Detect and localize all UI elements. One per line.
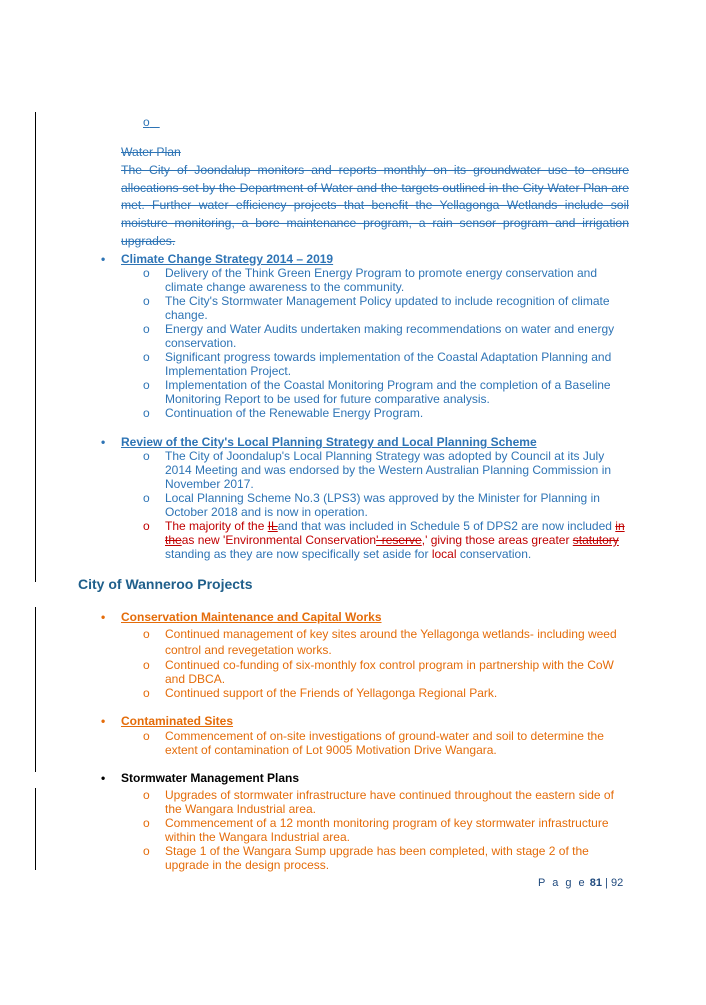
list-item-text: Local Planning Scheme No.3 (LPS3) was approved by the Minister for Planning in October 2018 and is now in operation. (165, 491, 600, 519)
list-item-text: The City's Stormwater Management Policy updated to include recognition of climate change. (165, 294, 610, 322)
stray-sub-bullet: o (143, 115, 150, 129)
change-bar (35, 607, 36, 772)
sub-bullet-icon: o (143, 322, 150, 336)
list-item-text: Commencement of on-site investigations of ground-water and soil to determine the extent of contamination of Lot 9005 Motivation Drive Wangara. (165, 729, 604, 757)
climate-strategy-heading: • Climate Change Strategy 2014 – 2019 (101, 252, 334, 266)
list-item-text: Significant progress towards implementation of the Coastal Adaptation Planning and Implementation Project. (165, 350, 612, 378)
water-plan-title: Water Plan (121, 145, 181, 159)
bullet-icon: • (101, 435, 106, 449)
bullet-icon: • (101, 610, 106, 624)
sub-bullet-icon: o (143, 294, 150, 308)
bullet-icon: • (101, 714, 106, 728)
sub-bullet-icon: o (143, 816, 150, 830)
sub-bullet-icon: o (143, 406, 150, 420)
sub-bullet-icon: o (143, 729, 150, 743)
list-item-text: Stage 1 of the Wangara Sump upgrade has been completed, with stage 2 of the upgrade in the design process. (165, 844, 589, 872)
sub-bullet-icon: o (143, 378, 150, 392)
sub-bullet-icon: o (143, 449, 150, 463)
list-item-text: Implementation of the Coastal Monitoring Program and the completion of a Baseline Monitoring Report to be used for future comparative analysis. (165, 378, 611, 406)
water-plan-body: The City of Joondalup monitors and reports monthly on its groundwater use to ensure allocations set by the Department of Water and the targets outlined in the City Water Plan are met. Further water efficiency projects that benefit the Yellagonga Wetlands include soil moisture monitoring, a bore maintenance program, a rain sensor program and irrigation upgrades. (121, 163, 629, 248)
planning-review-heading: • Review of the City's Local Planning Strategy and Local Planning Scheme (101, 435, 537, 449)
contaminated-sites-heading: • Contaminated Sites (101, 714, 234, 728)
sub-bullet-icon: o (143, 491, 150, 505)
sub-bullet-icon: o (143, 844, 150, 858)
list-item-text: Energy and Water Audits undertaken making recommendations on water and energy conservation. (165, 322, 615, 350)
bullet-icon: • (101, 771, 106, 785)
list-item-text: Continued support of the Friends of Yellagonga Regional Park. (165, 686, 498, 700)
sub-bullet-icon: o (143, 627, 150, 641)
sub-bullet-icon: o (143, 519, 150, 533)
sub-bullet-icon: o (143, 658, 150, 672)
list-item-text: Delivery of the Think Green Energy Program to promote energy conservation and climate change awareness to the community. (165, 266, 597, 294)
stormwater-heading: • Stormwater Management Plans (101, 771, 300, 785)
conservation-heading: • Conservation Maintenance and Capital Works (101, 610, 382, 624)
sub-bullet-icon: o (143, 350, 150, 364)
sub-bullet-icon: o (143, 686, 150, 700)
list-item-text: The City of Joondalup's Local Planning Strategy was adopted by Council at its July 2014 Meeting and was endorsed by the Western Australian Planning Commission in November 2017. (165, 449, 612, 491)
list-item-text: Continued management of key sites around the Yellagonga wetlands- including weed control and revegetation works. (165, 627, 617, 657)
sub-bullet-icon: o (143, 266, 150, 280)
section-heading: City of Wanneroo Projects (78, 576, 253, 592)
list-item-text: Commencement of a 12 month monitoring program of key stormwater infrastructure within the Wangara Industrial area. (165, 816, 609, 844)
sub-bullet-icon: o (143, 788, 150, 802)
list-item-text: Upgrades of stormwater infrastructure have continued throughout the eastern side of the Wangara Industrial area. (165, 788, 614, 816)
list-item-text: Continuation of the Renewable Energy Program. (165, 406, 424, 420)
change-bar (35, 112, 36, 582)
change-bar (35, 788, 36, 870)
page-number: P a g e 81 | 92 (538, 877, 624, 889)
bullet-icon: • (101, 252, 106, 266)
list-item-text: The majority of the ILand that was included in Schedule 5 of DPS2 are now included in theas new 'Environmental Conservation' reserve,' giving those areas greater statutory standing as they are now specifically set aside for local conservation. (165, 519, 625, 561)
list-item-text: Continued co-funding of six-monthly fox control program in partnership with the CoW and DBCA. (165, 658, 614, 686)
